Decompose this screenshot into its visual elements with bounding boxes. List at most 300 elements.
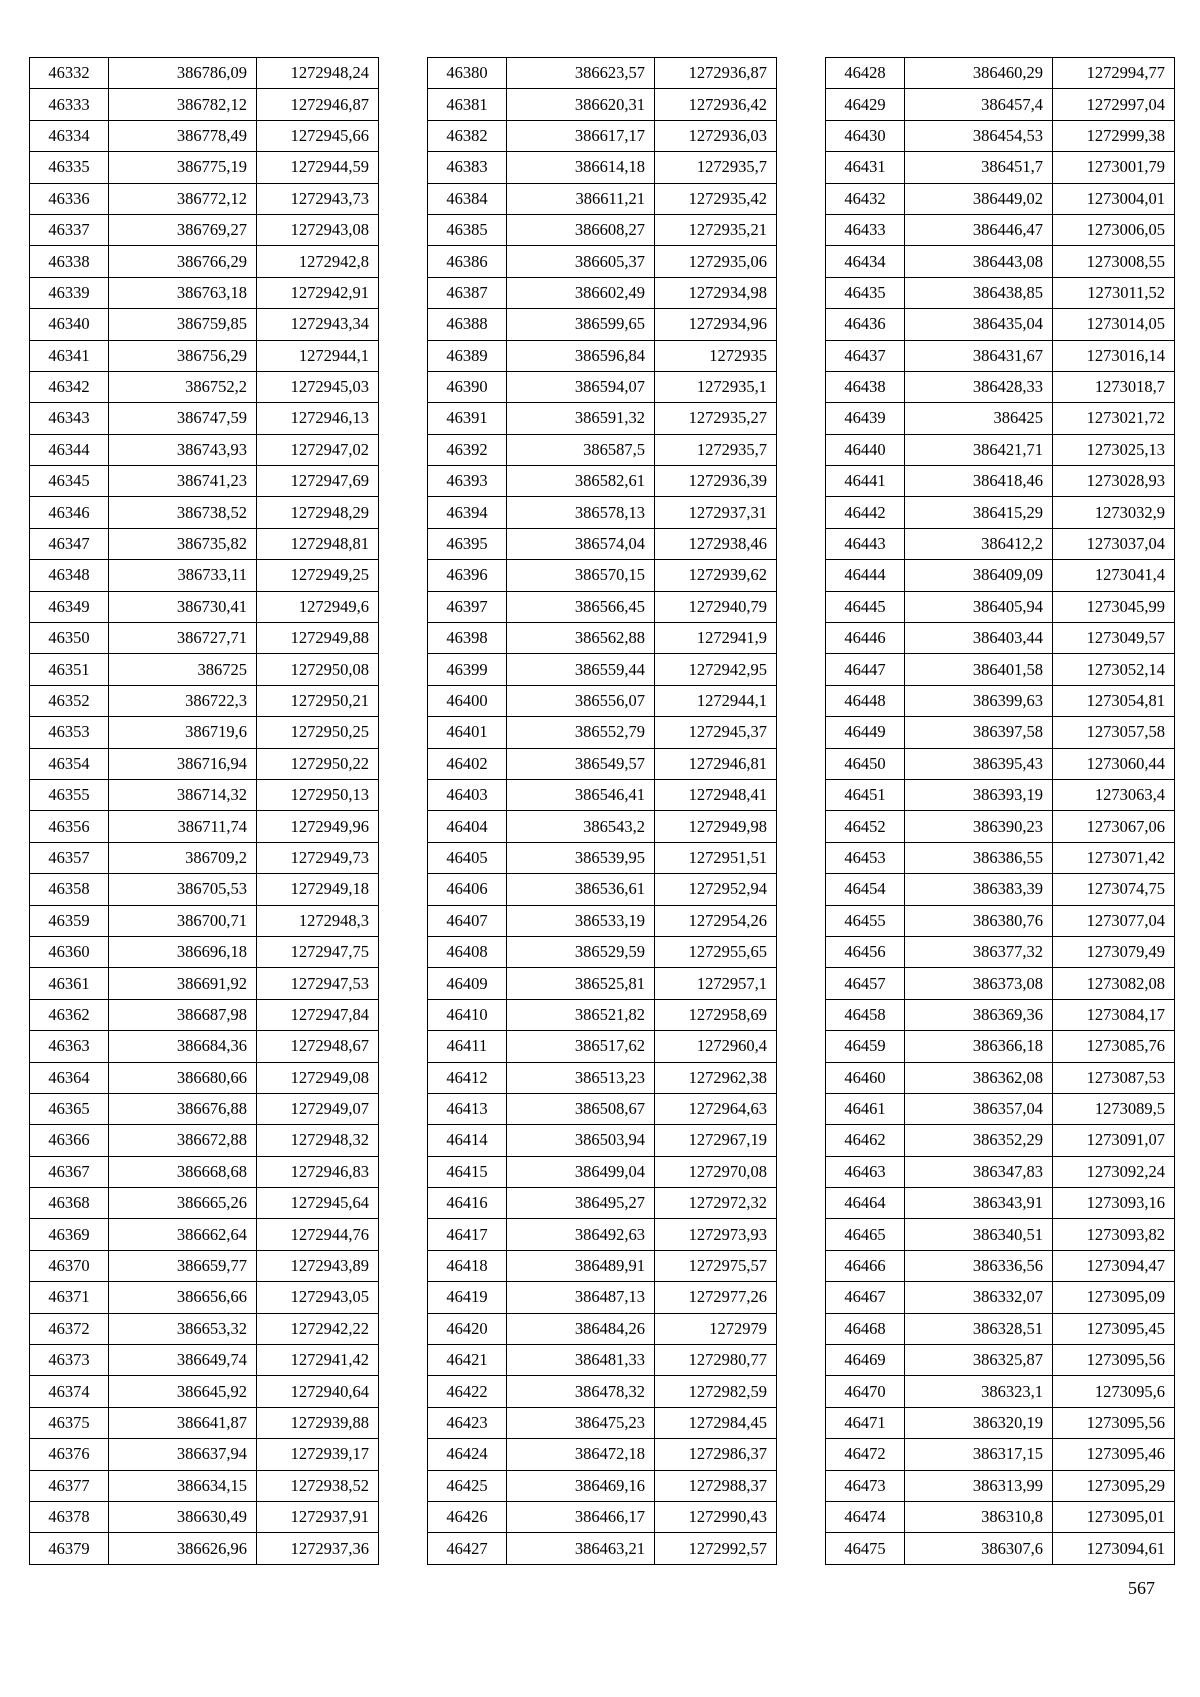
y-coordinate-cell: 1273063,4	[1053, 779, 1175, 810]
table-row	[30, 654, 379, 685]
x-coordinate-cell: 386409,09	[905, 560, 1053, 591]
table-row	[30, 434, 379, 465]
x-coordinate-cell: 386722,3	[109, 685, 257, 716]
table-row	[826, 371, 1175, 402]
x-coordinate-cell: 386466,17	[507, 1501, 655, 1532]
x-coordinate-cell: 386559,44	[507, 654, 655, 685]
table-row	[30, 1345, 379, 1376]
y-coordinate-cell: 1272944,1	[655, 685, 777, 716]
table-row	[826, 120, 1175, 151]
y-coordinate-cell: 1273021,72	[1053, 403, 1175, 434]
point-number-cell: 46433	[826, 214, 905, 245]
point-number-cell: 46351	[30, 654, 109, 685]
y-coordinate-cell: 1273006,05	[1053, 214, 1175, 245]
point-number-cell: 46440	[826, 434, 905, 465]
y-coordinate-cell: 1272950,25	[257, 717, 379, 748]
table-row	[826, 842, 1175, 873]
page-number: 567	[1128, 1578, 1155, 1598]
point-number-cell: 46385	[428, 214, 507, 245]
x-coordinate-cell: 386443,08	[905, 246, 1053, 277]
y-coordinate-cell: 1272945,66	[257, 120, 379, 151]
y-coordinate-cell: 1272935,7	[655, 152, 777, 183]
x-coordinate-cell: 386756,29	[109, 340, 257, 371]
y-coordinate-cell: 1272947,02	[257, 434, 379, 465]
y-coordinate-cell: 1272947,69	[257, 466, 379, 497]
table-row	[30, 309, 379, 340]
y-coordinate-cell: 1273093,82	[1053, 1219, 1175, 1250]
y-coordinate-cell: 1273095,29	[1053, 1470, 1175, 1501]
point-number-cell: 46441	[826, 466, 905, 497]
point-number-cell: 46359	[30, 905, 109, 936]
point-number-cell: 46342	[30, 371, 109, 402]
point-number-cell: 46449	[826, 717, 905, 748]
table-row	[428, 560, 777, 591]
y-coordinate-cell: 1272970,08	[655, 1156, 777, 1187]
y-coordinate-cell: 1273057,58	[1053, 717, 1175, 748]
table-row	[826, 779, 1175, 810]
y-coordinate-cell: 1273045,99	[1053, 591, 1175, 622]
point-number-cell: 46383	[428, 152, 507, 183]
table-row	[428, 371, 777, 402]
point-number-cell: 46446	[826, 623, 905, 654]
table-row	[428, 214, 777, 245]
point-number-cell: 46467	[826, 1282, 905, 1313]
point-number-cell: 46356	[30, 811, 109, 842]
table-row	[30, 591, 379, 622]
table-row	[826, 1219, 1175, 1250]
table-row	[428, 1533, 777, 1564]
point-number-cell: 46372	[30, 1313, 109, 1344]
point-number-cell: 46458	[826, 999, 905, 1030]
y-coordinate-cell: 1272950,13	[257, 779, 379, 810]
point-number-cell: 46396	[428, 560, 507, 591]
point-number-cell: 46357	[30, 842, 109, 873]
x-coordinate-cell: 386782,12	[109, 89, 257, 120]
table-row	[30, 560, 379, 591]
y-coordinate-cell: 1272941,9	[655, 623, 777, 654]
table-row	[428, 623, 777, 654]
table-row	[428, 120, 777, 151]
x-coordinate-cell: 386323,1	[905, 1376, 1053, 1407]
point-number-cell: 46407	[428, 905, 507, 936]
table-row	[826, 936, 1175, 967]
x-coordinate-cell: 386769,27	[109, 214, 257, 245]
y-coordinate-cell: 1272945,64	[257, 1188, 379, 1219]
table-row	[30, 152, 379, 183]
point-number-cell: 46420	[428, 1313, 507, 1344]
y-coordinate-cell: 1272945,37	[655, 717, 777, 748]
table-row	[30, 968, 379, 999]
x-coordinate-cell: 386373,08	[905, 968, 1053, 999]
point-number-cell: 46434	[826, 246, 905, 277]
point-number-cell: 46398	[428, 623, 507, 654]
table-row	[428, 1156, 777, 1187]
table-row	[826, 1501, 1175, 1532]
point-number-cell: 46409	[428, 968, 507, 999]
y-coordinate-cell: 1272946,87	[257, 89, 379, 120]
point-number-cell: 46447	[826, 654, 905, 685]
point-number-cell: 46439	[826, 403, 905, 434]
point-number-cell: 46365	[30, 1093, 109, 1124]
y-coordinate-cell: 1272934,96	[655, 309, 777, 340]
y-coordinate-cell: 1272950,21	[257, 685, 379, 716]
point-number-cell: 46422	[428, 1376, 507, 1407]
point-number-cell: 46406	[428, 874, 507, 905]
x-coordinate-cell: 386605,37	[507, 246, 655, 277]
y-coordinate-cell: 1272943,08	[257, 214, 379, 245]
point-number-cell: 46460	[826, 1062, 905, 1093]
x-coordinate-cell: 386503,94	[507, 1125, 655, 1156]
y-coordinate-cell: 1273004,01	[1053, 183, 1175, 214]
table-row	[428, 654, 777, 685]
point-number-cell: 46335	[30, 152, 109, 183]
point-number-cell: 46465	[826, 1219, 905, 1250]
x-coordinate-cell: 386438,85	[905, 277, 1053, 308]
table-row	[826, 1376, 1175, 1407]
x-coordinate-cell: 386727,71	[109, 623, 257, 654]
y-coordinate-cell: 1273089,5	[1053, 1093, 1175, 1124]
x-coordinate-cell: 386487,13	[507, 1282, 655, 1313]
table-row	[30, 1376, 379, 1407]
x-coordinate-cell: 386582,61	[507, 466, 655, 497]
x-coordinate-cell: 386513,23	[507, 1062, 655, 1093]
table-row	[428, 905, 777, 936]
point-number-cell: 46416	[428, 1188, 507, 1219]
table-row	[428, 968, 777, 999]
point-number-cell: 46403	[428, 779, 507, 810]
point-number-cell: 46413	[428, 1093, 507, 1124]
table-row	[428, 309, 777, 340]
table-row	[826, 528, 1175, 559]
x-coordinate-cell: 386536,61	[507, 874, 655, 905]
point-number-cell: 46463	[826, 1156, 905, 1187]
table-row	[30, 623, 379, 654]
point-number-cell: 46445	[826, 591, 905, 622]
table-row	[826, 1062, 1175, 1093]
table-row	[428, 466, 777, 497]
y-coordinate-cell: 1272945,03	[257, 371, 379, 402]
y-coordinate-cell: 1272949,25	[257, 560, 379, 591]
x-coordinate-cell: 386696,18	[109, 936, 257, 967]
y-coordinate-cell: 1272984,45	[655, 1407, 777, 1438]
table-row	[826, 1533, 1175, 1564]
x-coordinate-cell: 386307,6	[905, 1533, 1053, 1564]
table-row	[826, 214, 1175, 245]
table-row	[30, 89, 379, 120]
y-coordinate-cell: 1273011,52	[1053, 277, 1175, 308]
x-coordinate-cell: 386741,23	[109, 466, 257, 497]
y-coordinate-cell: 1272939,88	[257, 1407, 379, 1438]
point-number-cell: 46435	[826, 277, 905, 308]
x-coordinate-cell: 386489,91	[507, 1250, 655, 1281]
point-number-cell: 46344	[30, 434, 109, 465]
table-row	[428, 1093, 777, 1124]
x-coordinate-cell: 386539,95	[507, 842, 655, 873]
x-coordinate-cell: 386405,94	[905, 591, 1053, 622]
x-coordinate-cell: 386418,46	[905, 466, 1053, 497]
point-number-cell: 46355	[30, 779, 109, 810]
table-row	[826, 466, 1175, 497]
y-coordinate-cell: 1273082,08	[1053, 968, 1175, 999]
x-coordinate-cell: 386772,12	[109, 183, 257, 214]
table-row	[30, 183, 379, 214]
x-coordinate-cell: 386711,74	[109, 811, 257, 842]
y-coordinate-cell: 1272943,73	[257, 183, 379, 214]
point-number-cell: 46371	[30, 1282, 109, 1313]
point-number-cell: 46369	[30, 1219, 109, 1250]
x-coordinate-cell: 386656,66	[109, 1282, 257, 1313]
point-number-cell: 46338	[30, 246, 109, 277]
point-number-cell: 46452	[826, 811, 905, 842]
y-coordinate-cell: 1272937,31	[655, 497, 777, 528]
x-coordinate-cell: 386626,96	[109, 1533, 257, 1564]
table-row	[428, 89, 777, 120]
y-coordinate-cell: 1272949,98	[655, 811, 777, 842]
x-coordinate-cell: 386403,44	[905, 623, 1053, 654]
x-coordinate-cell: 386472,18	[507, 1439, 655, 1470]
x-coordinate-cell: 386366,18	[905, 1031, 1053, 1062]
y-coordinate-cell: 1273060,44	[1053, 748, 1175, 779]
x-coordinate-cell: 386738,52	[109, 497, 257, 528]
table-row	[826, 309, 1175, 340]
table-row	[428, 1501, 777, 1532]
table-row	[428, 779, 777, 810]
point-number-cell: 46373	[30, 1345, 109, 1376]
y-coordinate-cell: 1272944,76	[257, 1219, 379, 1250]
y-coordinate-cell: 1272948,32	[257, 1125, 379, 1156]
y-coordinate-cell: 1272935,06	[655, 246, 777, 277]
table-row	[826, 1313, 1175, 1344]
x-coordinate-cell: 386687,98	[109, 999, 257, 1030]
table-row	[30, 120, 379, 151]
point-number-cell: 46430	[826, 120, 905, 151]
table-row	[826, 999, 1175, 1030]
x-coordinate-cell: 386546,41	[507, 779, 655, 810]
x-coordinate-cell: 386415,29	[905, 497, 1053, 528]
point-number-cell: 46392	[428, 434, 507, 465]
y-coordinate-cell: 1272940,79	[655, 591, 777, 622]
x-coordinate-cell: 386357,04	[905, 1093, 1053, 1124]
table-row	[30, 936, 379, 967]
y-coordinate-cell: 1272949,73	[257, 842, 379, 873]
x-coordinate-cell: 386425	[905, 403, 1053, 434]
x-coordinate-cell: 386369,36	[905, 999, 1053, 1030]
point-number-cell: 46428	[826, 58, 905, 89]
y-coordinate-cell: 1273008,55	[1053, 246, 1175, 277]
x-coordinate-cell: 386570,15	[507, 560, 655, 591]
table-row	[30, 528, 379, 559]
table-row	[826, 340, 1175, 371]
table-row	[428, 1125, 777, 1156]
point-number-cell: 46352	[30, 685, 109, 716]
point-number-cell: 46424	[428, 1439, 507, 1470]
point-number-cell: 46340	[30, 309, 109, 340]
x-coordinate-cell: 386310,8	[905, 1501, 1053, 1532]
y-coordinate-cell: 1272947,53	[257, 968, 379, 999]
y-coordinate-cell: 1272936,87	[655, 58, 777, 89]
x-coordinate-cell: 386566,45	[507, 591, 655, 622]
coordinates-table-3	[825, 57, 1175, 1565]
point-number-cell: 46470	[826, 1376, 905, 1407]
point-number-cell: 46377	[30, 1470, 109, 1501]
x-coordinate-cell: 386645,92	[109, 1376, 257, 1407]
table-row	[30, 1062, 379, 1093]
point-number-cell: 46336	[30, 183, 109, 214]
table-row	[428, 936, 777, 967]
point-number-cell: 46443	[826, 528, 905, 559]
table-row	[30, 214, 379, 245]
x-coordinate-cell: 386665,26	[109, 1188, 257, 1219]
y-coordinate-cell: 1273032,9	[1053, 497, 1175, 528]
y-coordinate-cell: 1272948,41	[655, 779, 777, 810]
table-row	[826, 748, 1175, 779]
x-coordinate-cell: 386446,47	[905, 214, 1053, 245]
x-coordinate-cell: 386347,83	[905, 1156, 1053, 1187]
table-row	[30, 1501, 379, 1532]
y-coordinate-cell: 1272958,69	[655, 999, 777, 1030]
x-coordinate-cell: 386328,51	[905, 1313, 1053, 1344]
point-number-cell: 46417	[428, 1219, 507, 1250]
x-coordinate-cell: 386525,81	[507, 968, 655, 999]
y-coordinate-cell: 1273037,04	[1053, 528, 1175, 559]
point-number-cell: 46337	[30, 214, 109, 245]
y-coordinate-cell: 1272999,38	[1053, 120, 1175, 151]
point-number-cell: 46451	[826, 779, 905, 810]
point-number-cell: 46397	[428, 591, 507, 622]
point-number-cell: 46353	[30, 717, 109, 748]
point-number-cell: 46391	[428, 403, 507, 434]
x-coordinate-cell: 386412,2	[905, 528, 1053, 559]
point-number-cell: 46378	[30, 1501, 109, 1532]
point-number-cell: 46473	[826, 1470, 905, 1501]
point-number-cell: 46374	[30, 1376, 109, 1407]
coordinates-table-2	[427, 57, 777, 1565]
table-row	[428, 528, 777, 559]
y-coordinate-cell: 1272935,7	[655, 434, 777, 465]
point-number-cell: 46334	[30, 120, 109, 151]
y-coordinate-cell: 1272936,03	[655, 120, 777, 151]
x-coordinate-cell: 386393,19	[905, 779, 1053, 810]
point-number-cell: 46348	[30, 560, 109, 591]
x-coordinate-cell: 386578,13	[507, 497, 655, 528]
y-coordinate-cell: 1272944,59	[257, 152, 379, 183]
table-row	[30, 717, 379, 748]
y-coordinate-cell: 1272994,77	[1053, 58, 1175, 89]
point-number-cell: 46387	[428, 277, 507, 308]
x-coordinate-cell: 386608,27	[507, 214, 655, 245]
x-coordinate-cell: 386641,87	[109, 1407, 257, 1438]
table-row	[30, 1313, 379, 1344]
x-coordinate-cell: 386340,51	[905, 1219, 1053, 1250]
x-coordinate-cell: 386691,92	[109, 968, 257, 999]
x-coordinate-cell: 386611,21	[507, 183, 655, 214]
y-coordinate-cell: 1273095,56	[1053, 1345, 1175, 1376]
point-number-cell: 46402	[428, 748, 507, 779]
table-row	[428, 1345, 777, 1376]
x-coordinate-cell: 386680,66	[109, 1062, 257, 1093]
x-coordinate-cell: 386399,63	[905, 685, 1053, 716]
x-coordinate-cell: 386421,71	[905, 434, 1053, 465]
y-coordinate-cell: 1272954,26	[655, 905, 777, 936]
point-number-cell: 46415	[428, 1156, 507, 1187]
table-row	[428, 685, 777, 716]
table-row	[826, 183, 1175, 214]
point-number-cell: 46388	[428, 309, 507, 340]
table-row	[30, 1093, 379, 1124]
table-row	[428, 717, 777, 748]
table-row	[30, 1470, 379, 1501]
point-number-cell: 46426	[428, 1501, 507, 1532]
x-coordinate-cell: 386377,32	[905, 936, 1053, 967]
y-coordinate-cell: 1272949,08	[257, 1062, 379, 1093]
y-coordinate-cell: 1272943,89	[257, 1250, 379, 1281]
point-number-cell: 46432	[826, 183, 905, 214]
table-row	[826, 874, 1175, 905]
y-coordinate-cell: 1272964,63	[655, 1093, 777, 1124]
x-coordinate-cell: 386763,18	[109, 277, 257, 308]
x-coordinate-cell: 386709,2	[109, 842, 257, 873]
table-row	[826, 403, 1175, 434]
table-row	[826, 58, 1175, 89]
y-coordinate-cell: 1272949,96	[257, 811, 379, 842]
y-coordinate-cell: 1273095,46	[1053, 1439, 1175, 1470]
point-number-cell: 46395	[428, 528, 507, 559]
x-coordinate-cell: 386620,31	[507, 89, 655, 120]
point-number-cell: 46410	[428, 999, 507, 1030]
x-coordinate-cell: 386475,23	[507, 1407, 655, 1438]
y-coordinate-cell: 1272942,22	[257, 1313, 379, 1344]
x-coordinate-cell: 386449,02	[905, 183, 1053, 214]
point-number-cell: 46455	[826, 905, 905, 936]
table-row	[30, 779, 379, 810]
x-coordinate-cell: 386343,91	[905, 1188, 1053, 1219]
x-coordinate-cell: 386786,09	[109, 58, 257, 89]
table-row	[428, 183, 777, 214]
table-row	[826, 1470, 1175, 1501]
point-number-cell: 46464	[826, 1188, 905, 1219]
point-number-cell: 46332	[30, 58, 109, 89]
x-coordinate-cell: 386659,77	[109, 1250, 257, 1281]
point-number-cell: 46438	[826, 371, 905, 402]
x-coordinate-cell: 386714,32	[109, 779, 257, 810]
point-number-cell: 46454	[826, 874, 905, 905]
y-coordinate-cell: 1273092,24	[1053, 1156, 1175, 1187]
table-row	[30, 403, 379, 434]
x-coordinate-cell: 386499,04	[507, 1156, 655, 1187]
point-number-cell: 46431	[826, 152, 905, 183]
y-coordinate-cell: 1273049,57	[1053, 623, 1175, 654]
point-number-cell: 46437	[826, 340, 905, 371]
x-coordinate-cell: 386653,32	[109, 1313, 257, 1344]
point-number-cell: 46423	[428, 1407, 507, 1438]
point-number-cell: 46345	[30, 466, 109, 497]
x-coordinate-cell: 386517,62	[507, 1031, 655, 1062]
point-number-cell: 46381	[428, 89, 507, 120]
x-coordinate-cell: 386733,11	[109, 560, 257, 591]
y-coordinate-cell: 1272950,22	[257, 748, 379, 779]
point-number-cell: 46349	[30, 591, 109, 622]
y-coordinate-cell: 1272948,24	[257, 58, 379, 89]
point-number-cell: 46442	[826, 497, 905, 528]
y-coordinate-cell: 1272949,07	[257, 1093, 379, 1124]
table-row	[428, 1407, 777, 1438]
y-coordinate-cell: 1272967,19	[655, 1125, 777, 1156]
point-number-cell: 46468	[826, 1313, 905, 1344]
y-coordinate-cell: 1272951,51	[655, 842, 777, 873]
point-number-cell: 46361	[30, 968, 109, 999]
y-coordinate-cell: 1273094,61	[1053, 1533, 1175, 1564]
table-row	[428, 152, 777, 183]
